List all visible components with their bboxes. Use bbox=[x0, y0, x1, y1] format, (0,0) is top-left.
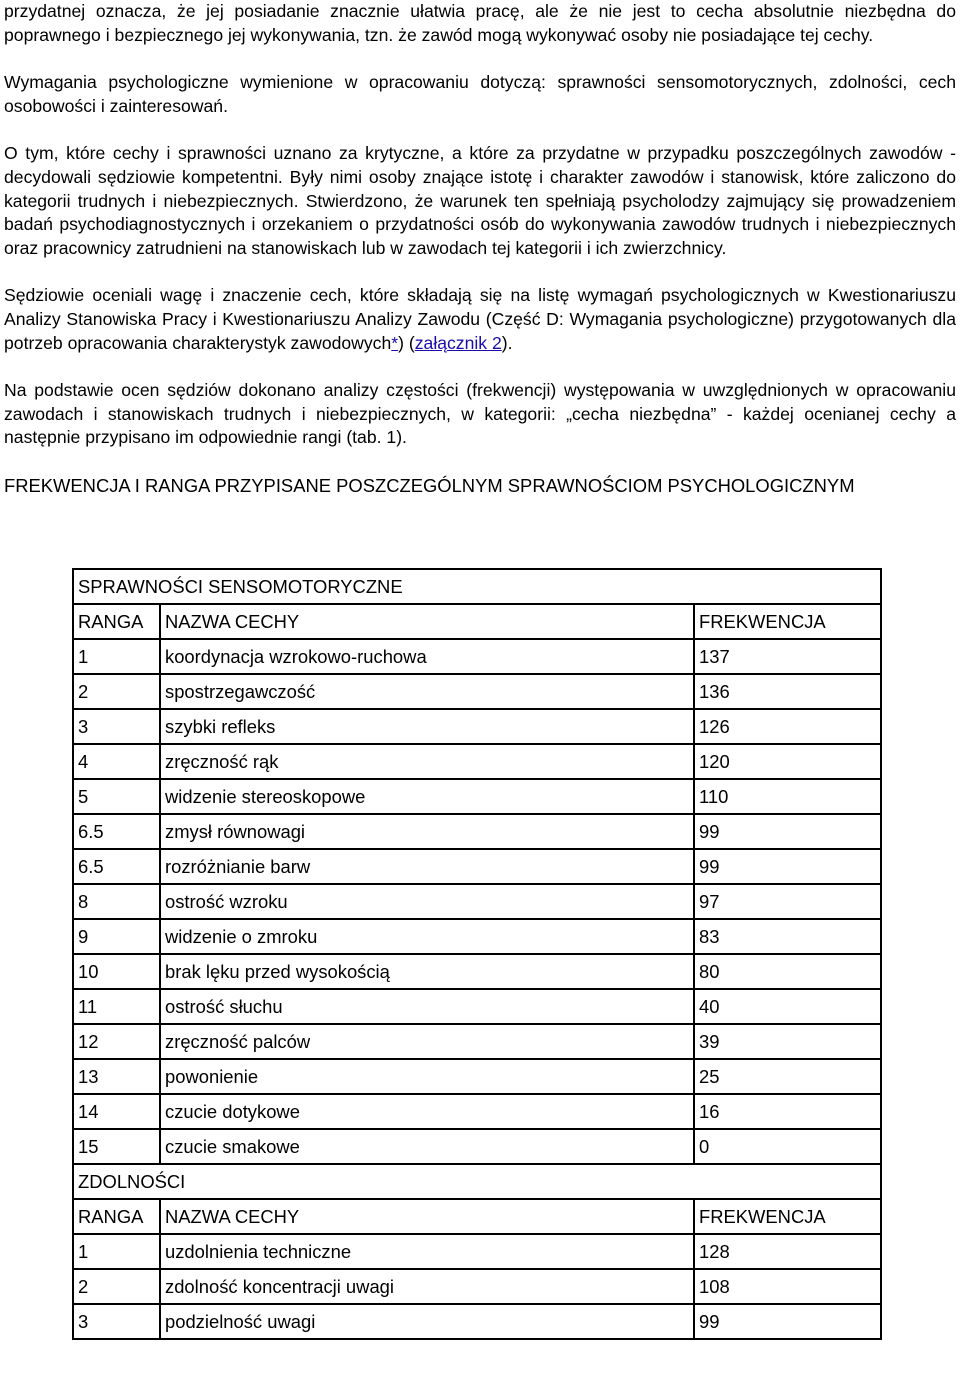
table-row bbox=[73, 814, 881, 849]
table-row bbox=[73, 989, 881, 1024]
paragraph-evaluation bbox=[4, 284, 956, 355]
rank-cell: 4 bbox=[73, 744, 160, 779]
header-name: NAZWA CECHY bbox=[160, 1199, 694, 1234]
rank-cell: 3 bbox=[73, 709, 160, 744]
section-title-sensomotor: SPRAWNOŚCI SENSOMOTORYCZNE bbox=[73, 569, 881, 604]
table-row bbox=[73, 1059, 881, 1094]
header-frequency: FREKWENCJA bbox=[694, 604, 881, 639]
name-cell: zdolność koncentracji uwagi bbox=[160, 1269, 694, 1304]
section-row bbox=[73, 1164, 881, 1199]
rank-cell: 3 bbox=[73, 1304, 160, 1339]
frequency-cell: 108 bbox=[694, 1269, 881, 1304]
table-row bbox=[73, 849, 881, 884]
name-cell: widzenie o zmroku bbox=[160, 919, 694, 954]
name-cell: podzielność uwagi bbox=[160, 1304, 694, 1339]
frequency-cell: 40 bbox=[694, 989, 881, 1024]
table-row bbox=[73, 744, 881, 779]
frequency-cell: 137 bbox=[694, 639, 881, 674]
frequency-cell: 16 bbox=[694, 1094, 881, 1129]
rank-cell: 1 bbox=[73, 1234, 160, 1269]
name-cell: spostrzegawczość bbox=[160, 674, 694, 709]
table-row bbox=[73, 919, 881, 954]
header-rank: RANGA bbox=[73, 604, 160, 639]
rank-cell: 1 bbox=[73, 639, 160, 674]
frequency-rank-table bbox=[72, 568, 882, 1340]
rank-cell: 5 bbox=[73, 779, 160, 814]
footnote-link[interactable]: * bbox=[391, 332, 399, 353]
attachment-link[interactable]: załącznik 2 bbox=[414, 332, 502, 353]
table-row bbox=[73, 1304, 881, 1339]
paragraph-analysis: Na podstawie ocen sędziów dokonano analizy częstości (frekwencji) występowania w uwzględnionych w opracowaniu zawodach i stanowiskach trudnych i niebezpiecznych, w kategorii: „cecha niezbędna” - każdej ocenianej cechy a następnie przypisano im odpowiednie rangi (tab. 1). bbox=[4, 380, 956, 448]
header-row bbox=[73, 604, 881, 639]
rank-cell: 9 bbox=[73, 919, 160, 954]
name-cell: szybki refleks bbox=[160, 709, 694, 744]
frequency-cell: 120 bbox=[694, 744, 881, 779]
name-cell: zręczność rąk bbox=[160, 744, 694, 779]
name-cell: zmysł równowagi bbox=[160, 814, 694, 849]
table-row bbox=[73, 709, 881, 744]
frequency-cell: 39 bbox=[694, 1024, 881, 1059]
document-page bbox=[4, 0, 956, 498]
rank-cell: 2 bbox=[73, 1269, 160, 1304]
name-cell: czucie dotykowe bbox=[160, 1094, 694, 1129]
rank-cell: 11 bbox=[73, 989, 160, 1024]
frequency-cell: 128 bbox=[694, 1234, 881, 1269]
table-row bbox=[73, 1129, 881, 1164]
name-cell: powonienie bbox=[160, 1059, 694, 1094]
paragraph-evaluation-mid: ) ( bbox=[398, 332, 415, 353]
rank-cell: 12 bbox=[73, 1024, 160, 1059]
frequency-cell: 99 bbox=[694, 1304, 881, 1339]
frequency-cell: 126 bbox=[694, 709, 881, 744]
rank-cell: 6.5 bbox=[73, 814, 160, 849]
header-frequency: FREKWENCJA bbox=[694, 1199, 881, 1234]
name-cell: czucie smakowe bbox=[160, 1129, 694, 1164]
frequency-cell: 110 bbox=[694, 779, 881, 814]
frequency-cell: 99 bbox=[694, 849, 881, 884]
table-row bbox=[73, 1024, 881, 1059]
table-row bbox=[73, 1234, 881, 1269]
rank-cell: 8 bbox=[73, 884, 160, 919]
rank-cell: 6.5 bbox=[73, 849, 160, 884]
name-cell: zręczność palców bbox=[160, 1024, 694, 1059]
name-cell: widzenie stereoskopowe bbox=[160, 779, 694, 814]
frequency-cell: 0 bbox=[694, 1129, 881, 1164]
table-row bbox=[73, 1269, 881, 1304]
table-row bbox=[73, 1094, 881, 1129]
section-title-abilities: ZDOLNOŚCI bbox=[73, 1164, 881, 1199]
name-cell: ostrość wzroku bbox=[160, 884, 694, 919]
name-cell: ostrość słuchu bbox=[160, 989, 694, 1024]
paragraph-judges: O tym, które cechy i sprawności uznano za krytyczne, a które za przydatne w przypadku poszczególnych zawodów - decydowali sędziowie kompetentni. Były nimi osoby znające istotę i charakter zawodów i stanowisk, które zaliczono do kategorii trudnych i niebezpiecznych. Stwierdzono, że warunek ten spełniają psycholodzy zajmujący się prowadzeniem badań psychodiagnostycznych i orzekaniem o przydatności osób do wykonywania zawodów trudnych i niebezpiecznych oraz pracownicy zatrudnieni na stanowiskach lub w zawodach tej kategorii i ich zwierzchnicy. bbox=[4, 143, 956, 258]
name-cell: koordynacja wzrokowo-ruchowa bbox=[160, 639, 694, 674]
section-row bbox=[73, 569, 881, 604]
table-row bbox=[73, 884, 881, 919]
frequency-cell: 99 bbox=[694, 814, 881, 849]
name-cell: brak lęku przed wysokością bbox=[160, 954, 694, 989]
paragraph-intro: przydatnej oznacza, że jej posiadanie znacznie ułatwia pracę, ale że nie jest to cecha absolutnie niezbędna do poprawnego i bezpiecznego jej wykonywania, tzn. że zawód mogą wykonywać osoby nie posiadające tej cechy. bbox=[4, 1, 956, 45]
frequency-cell: 83 bbox=[694, 919, 881, 954]
name-cell: uzdolnienia techniczne bbox=[160, 1234, 694, 1269]
table-heading: FREKWENCJA I RANGA PRZYPISANE POSZCZEGÓLNYM SPRAWNOŚCIOM PSYCHOLOGICZNYM bbox=[4, 474, 855, 496]
table-row bbox=[73, 779, 881, 814]
frequency-cell: 136 bbox=[694, 674, 881, 709]
table-row bbox=[73, 954, 881, 989]
table-row bbox=[73, 639, 881, 674]
rank-cell: 2 bbox=[73, 674, 160, 709]
header-rank: RANGA bbox=[73, 1199, 160, 1234]
rank-cell: 13 bbox=[73, 1059, 160, 1094]
header-name: NAZWA CECHY bbox=[160, 604, 694, 639]
frequency-cell: 97 bbox=[694, 884, 881, 919]
paragraph-requirements: Wymagania psychologiczne wymienione w opracowaniu dotyczą: sprawności sensomotorycznych, zdolności, cech osobowości i zainteresowań. bbox=[4, 72, 956, 116]
rank-cell: 10 bbox=[73, 954, 160, 989]
paragraph-evaluation-end: ). bbox=[501, 332, 513, 353]
paragraph-evaluation-text: Sędziowie oceniali wagę i znaczenie cech, które składają się na listę wymagań psychologicznych w Kwestionariuszu Analizy Stanowiska Pracy i Kwestionariuszu Analizy Zawodu (Część D: Wymagania psychologiczne) przygotowanych dla potrzeb opracowania charakterystyk zawodowych bbox=[4, 285, 956, 353]
table-row bbox=[73, 674, 881, 709]
frequency-cell: 25 bbox=[694, 1059, 881, 1094]
name-cell: rozróżnianie barw bbox=[160, 849, 694, 884]
rank-cell: 14 bbox=[73, 1094, 160, 1129]
frequency-cell: 80 bbox=[694, 954, 881, 989]
header-row bbox=[73, 1199, 881, 1234]
rank-cell: 15 bbox=[73, 1129, 160, 1164]
